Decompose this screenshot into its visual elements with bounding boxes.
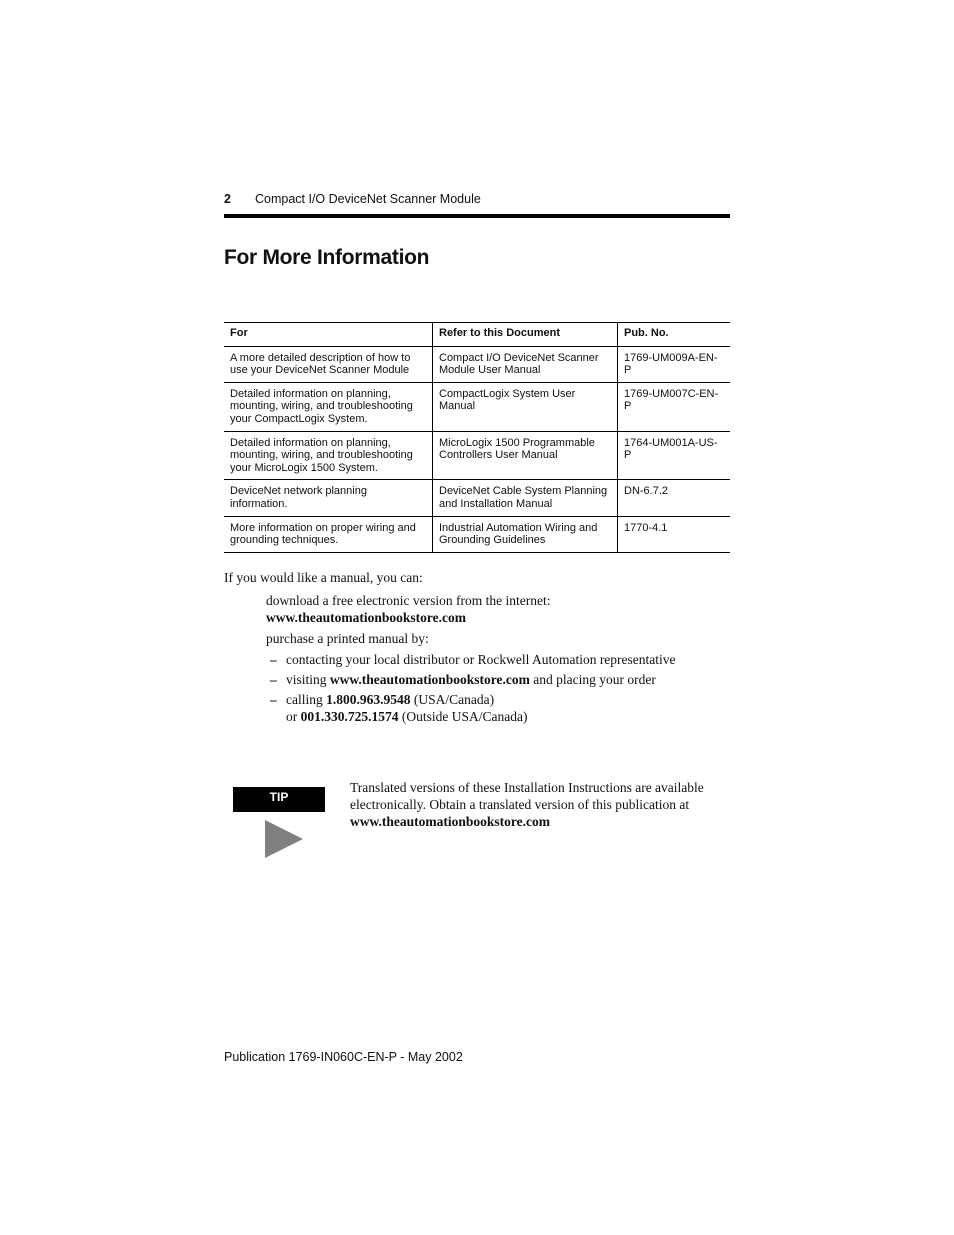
- column-header-document: Refer to this Document: [433, 323, 618, 347]
- running-header: [224, 192, 730, 206]
- table-cell-pub-no: 1764-UM001A-US-P: [618, 431, 731, 480]
- table-cell-for: Detailed information on planning, mounting, wiring, and troubleshooting your CompactLogix System.: [224, 382, 433, 431]
- table-cell-pub-no: 1770-4.1: [618, 516, 731, 552]
- table-cell-document: MicroLogix 1500 Programmable Controllers User Manual: [433, 431, 618, 480]
- option-distributor-text: contacting your local distributor or Rockwell Automation representative: [286, 652, 676, 667]
- column-header-pub-no: Pub. No.: [618, 323, 731, 347]
- table-cell-pub-no: 1769-UM009A-EN-P: [618, 346, 731, 382]
- download-text: download a free electronic version from the internet:: [266, 593, 551, 608]
- phone-domestic: 1.800.963.9548: [326, 692, 411, 707]
- table-cell-for: A more detailed description of how to use your DeviceNet Scanner Module: [224, 346, 433, 382]
- running-title: Compact I/O DeviceNet Scanner Module: [255, 192, 481, 206]
- reference-table: [224, 322, 730, 553]
- tip-label: TIP: [233, 787, 325, 812]
- list-item-call: [270, 691, 730, 725]
- phone-international: 001.330.725.1574: [300, 709, 399, 724]
- tip-arrow-icon: [265, 820, 303, 858]
- table-cell-for: DeviceNet network planning information.: [224, 480, 433, 516]
- table-row: [224, 516, 730, 552]
- table-cell-document: Industrial Automation Wiring and Grounding Guidelines: [433, 516, 618, 552]
- table-cell-pub-no: DN-6.7.2: [618, 480, 731, 516]
- phone-international-region: (Outside USA/Canada): [401, 709, 528, 724]
- column-header-for: For: [224, 323, 433, 347]
- table-row: [224, 346, 730, 382]
- download-url[interactable]: www.theautomationbookstore.com: [266, 610, 466, 625]
- table-cell-for: Detailed information on planning, mounting, wiring, and troubleshooting your MicroLogix 1500 System.: [224, 431, 433, 480]
- list-item-visit: [270, 671, 730, 688]
- table-cell-document: DeviceNet Cable System Planning and Installation Manual: [433, 480, 618, 516]
- or-word: or: [286, 709, 298, 724]
- manual-info: [224, 569, 730, 728]
- list-item-distributor: [270, 651, 730, 668]
- option-call-prefix: calling: [286, 692, 323, 707]
- manual-intro: If you would like a manual, you can:: [224, 570, 423, 585]
- table-cell-pub-no: 1769-UM007C-EN-P: [618, 382, 731, 431]
- table-cell-document: CompactLogix System User Manual: [433, 382, 618, 431]
- table-row: [224, 480, 730, 516]
- visit-url[interactable]: www.theautomationbookstore.com: [329, 672, 530, 687]
- option-visit-suffix: and placing your order: [533, 672, 656, 687]
- table-row: [224, 382, 730, 431]
- purchase-text: purchase a printed manual by:: [266, 631, 429, 646]
- phone-domestic-region: (USA/Canada): [413, 692, 495, 707]
- table-cell-document: Compact I/O DeviceNet Scanner Module User Manual: [433, 346, 618, 382]
- header-rule: [224, 214, 730, 218]
- tip-text: [350, 779, 730, 830]
- tip-url[interactable]: www.theautomationbookstore.com: [350, 814, 550, 829]
- page-number: 2: [224, 192, 231, 206]
- table-row: [224, 431, 730, 480]
- publication-footer: Publication 1769-IN060C-EN-P - May 2002: [224, 1050, 463, 1064]
- table-cell-for: More information on proper wiring and grounding techniques.: [224, 516, 433, 552]
- option-visit-prefix: visiting: [286, 672, 327, 687]
- purchase-options-list: [224, 651, 730, 725]
- section-title: For More Information: [224, 246, 430, 269]
- tip-body: Translated versions of these Installation Instructions are available electronically. Obtain a translated version of this publication at: [350, 780, 704, 812]
- table-header-row: [224, 323, 730, 347]
